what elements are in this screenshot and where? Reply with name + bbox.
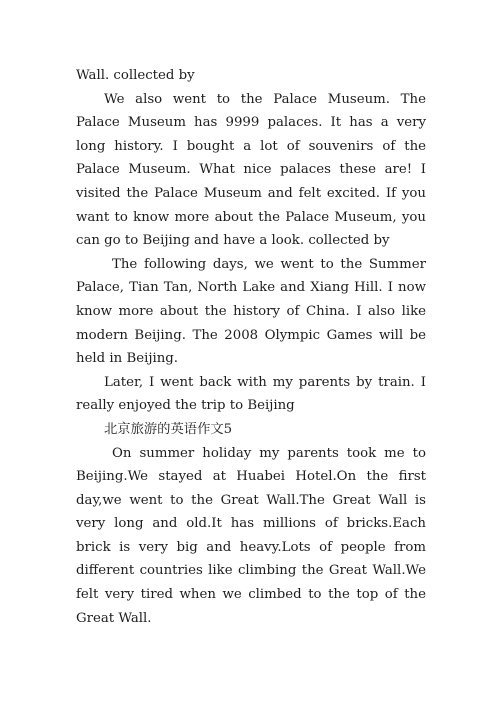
paragraph-summer-holiday: On summer holiday my parents took me to Beijing.We stayed at Huabei Hotel.On the first day,we went to the Great Wall.The Great Wall is very long and old.It has millions of bricks.Each brick is very big and heavy.Lots of people from different countries like climbing the Great Wall.We felt very tired when we climbed to the top of the Great Wall.: [76, 445, 426, 626]
paragraph-trip-end: Later, I went back with my parents by train. I really enjoyed the trip to Beijing: [76, 374, 426, 414]
paragraph-following-days: The following days, we went to the Summer Palace, Tian Tan, North Lake and Xiang Hill. I now know more about the history of China. I also like modern Beijing. The 2008 Olympic Games will be held in Beijing.: [76, 256, 426, 367]
paragraph-continuation: Wall. collected by: [76, 68, 195, 83]
section-heading: 北京旅游的英语作文5: [104, 421, 233, 437]
paragraph-palace-museum: We also went to the Palace Museum. The Palace Museum has 9999 palaces. It has a very long history. I bought a lot of souvenirs of the Palace Museum. What nice palaces these are! I visited the Palace Museum and felt excited. If you want to know more about the Palace Museum, you can go to Beijing and have a look. collected by: [76, 91, 426, 249]
document-body: [76, 64, 426, 630]
